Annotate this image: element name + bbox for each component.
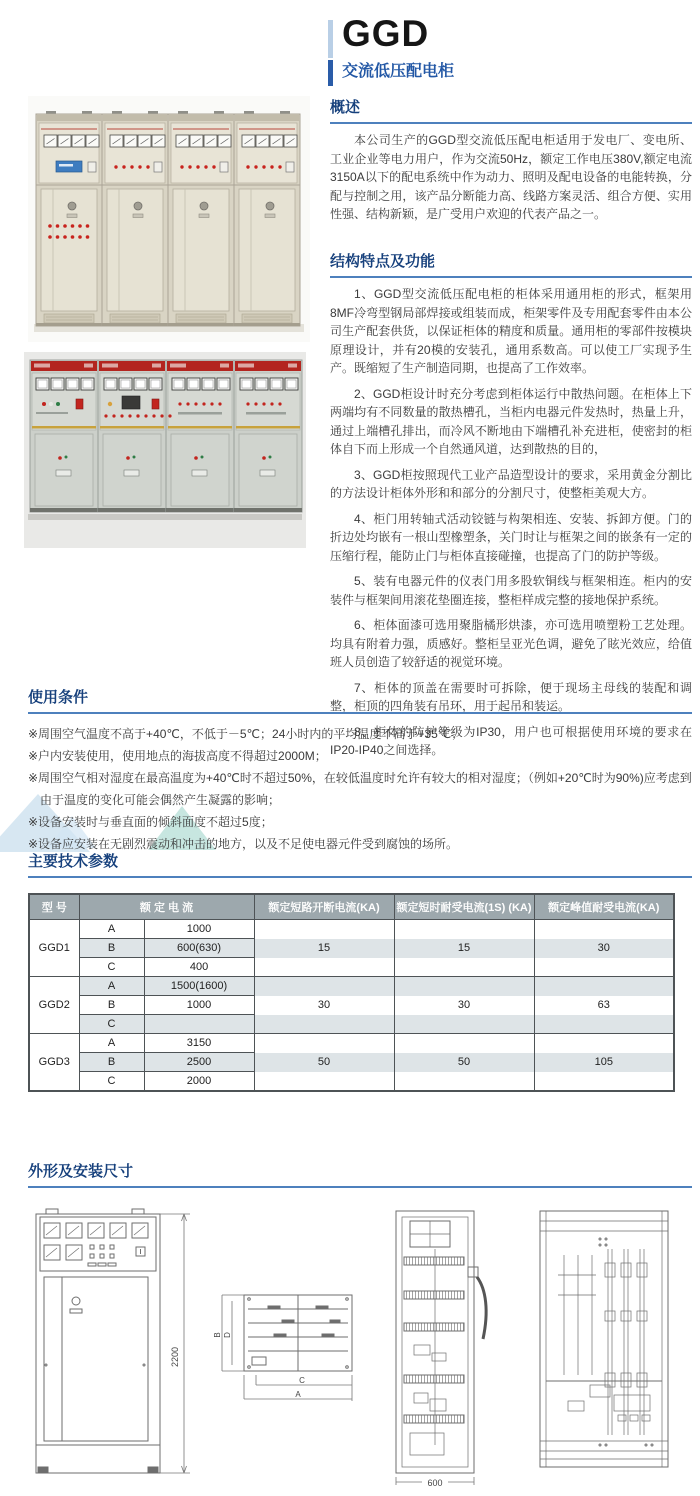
table-row: C 2000 bbox=[29, 1072, 674, 1092]
section-parameters bbox=[28, 850, 692, 1092]
col-peak-current: 额定峰值耐受电流(KA) bbox=[534, 894, 674, 920]
title-block bbox=[328, 14, 454, 86]
overview-body: 本公司生产的GGD型交流低压配电柜适用于发电厂、变电所、工业企业等电力用户，作为交流50Hz，额定工作电压380V,额定电流3150A以下的配电系统中作为动力、照明及配电设备的电能转换，分配与控制之用，该产品分断能力高、线路方案灵活、组合方便、实用性强、结构新颖，是广受用户欢迎的代表产品之一。 bbox=[330, 133, 692, 221]
product-photo-gray-cabinets bbox=[24, 352, 306, 553]
condition-item: ※周围空气相对湿度在最高温度为+40℃时不超过50%，在较低温度时允许有较大的相对湿度；（例如+20℃时为90%)应考虑到由于温度的变化可能会偶然产生凝露的影响； bbox=[28, 771, 692, 807]
feature-item: 8、柜体的防护等级为IP30，用户也可根据使用环境的要求在IP20-IP40之间选择。 bbox=[330, 724, 692, 757]
table-row: B 2500 bbox=[29, 1053, 674, 1072]
section-overview bbox=[330, 96, 692, 224]
col-withstand-current: 额定短时耐受电流(1S) (KA) bbox=[394, 894, 534, 920]
page-title: GGD bbox=[342, 13, 430, 54]
dim-label-depth: 600 bbox=[427, 1478, 443, 1488]
dimension-drawings bbox=[28, 1203, 692, 1493]
drawing-rear-internal-view bbox=[534, 1205, 674, 1478]
dimensions-heading: 外形及安装尺寸 bbox=[28, 1160, 692, 1188]
conditions-heading: 使用条件 bbox=[28, 686, 692, 714]
table-header-row bbox=[29, 894, 674, 920]
dim-label-b: B bbox=[213, 1332, 222, 1338]
dim-label-a: A bbox=[295, 1390, 301, 1399]
drawing-side-section-view bbox=[384, 1205, 504, 1496]
table-row: C 400 bbox=[29, 958, 674, 977]
section-conditions bbox=[28, 686, 692, 855]
table-row: B 600(630) bbox=[29, 939, 674, 958]
condition-item: ※户内安装使用，使用地点的海拔高度不得超过2000M； bbox=[28, 749, 327, 763]
drawing-front-view bbox=[32, 1205, 210, 1494]
overview-heading: 概述 bbox=[330, 96, 692, 124]
feature-item: 3、GGD柜按照现代工业产品造型设计的要求，采用黄金分割比的方法设计柜体外形和和部分的分割尺寸，使整柜美观大方。 bbox=[330, 467, 692, 500]
feature-item: 4、柜门用转轴式活动铰链与构架相连、安装、拆卸方便。门的折边处均嵌有一根山型橡塑条，关门时让与框架之间的嵌条有一定的压缩行程，能防止门与柜体直接碰撞，也提高了门的防护等级。 bbox=[330, 511, 692, 563]
table-row: B 1000 bbox=[29, 996, 674, 1015]
dim-label-height: 2200 bbox=[170, 1346, 180, 1368]
feature-item: 7、柜体的顶盖在需要时可拆除，便于现场主母线的装配和调整，柜顶的四角装有吊环，用于起吊和装运。 bbox=[330, 680, 692, 713]
condition-item: ※周围空气温度不高于+40℃，不低于－5℃；24小时内的平均温度不高于+35℃； bbox=[28, 727, 464, 741]
page-subtitle: 交流低压配电柜 bbox=[342, 63, 455, 80]
table-row: GGD3 A 3150 50 50 105 bbox=[29, 1034, 674, 1053]
parameters-table bbox=[28, 893, 675, 1092]
col-rated-current: 额 定 电 流 bbox=[79, 894, 254, 920]
title-accent-bars bbox=[328, 20, 333, 86]
feature-item: 2、GGD柜设计时充分考虑到柜体运行中散热问题。在柜体上下两端均有不同数量的散热槽孔，当柜内电器元件发热时，热量上升，通过上端槽孔排出，而冷风不断地由下端槽孔补充进柜，使密封的柜体自下而上形成一个自然通风道，达到散热的目的， bbox=[330, 386, 692, 456]
condition-item: ※设备安装时与垂直面的倾斜面度不超过5度； bbox=[28, 815, 273, 829]
section-dimensions bbox=[28, 1160, 692, 1188]
section-features bbox=[330, 250, 692, 760]
drawing-top-view bbox=[212, 1289, 364, 1414]
col-breaking-current: 额定短路开断电流(KA) bbox=[254, 894, 394, 920]
feature-item: 6、柜体面漆可选用聚脂橘形烘漆，亦可选用喷塑粉工艺处理。均具有附着力强，质感好。整柜呈亚光色调，避免了眩光效应，给值班人员创造了较舒适的视觉环境。 bbox=[330, 618, 692, 669]
product-photo-beige-cabinets bbox=[28, 96, 310, 347]
conditions-list bbox=[28, 723, 692, 855]
table-row: GGD2 A 1500(1600) 30 30 63 bbox=[29, 977, 674, 996]
condition-item: ※设备应安装在无剧烈震动和冲击的地方，以及不足使电器元件受到腐蚀的场所。 bbox=[28, 837, 459, 851]
dim-label-c: C bbox=[299, 1376, 305, 1385]
features-heading: 结构特点及功能 bbox=[330, 250, 692, 278]
feature-item: 1、GGD型交流低压配电柜的柜体采用通用柜的形式，框架用 8MF冷弯型钢局部焊接或组装而成，柜架零件及专用配套零件由本公司生产配套供货，以保证柜体的精度和质量。通用柜的零部件按模块原理设计，并有20模的安装孔，通用系数高。可以使工厂实现予生产。既缩短了生产制造同期，也提高了工作效率。 bbox=[330, 287, 692, 375]
table-row: GGD1 A 1000 15 15 30 bbox=[29, 920, 674, 939]
parameters-heading: 主要技术参数 bbox=[28, 850, 692, 878]
table-row: C bbox=[29, 1015, 674, 1034]
feature-item: 5、装有电器元件的仪表门用多股软铜线与框架相连。柜内的安装件与框架间用滚花垫圈连接，整柜样成完整的接地保护系统。 bbox=[330, 574, 692, 607]
dim-label-d: D bbox=[223, 1332, 232, 1338]
col-model: 型 号 bbox=[29, 894, 79, 920]
